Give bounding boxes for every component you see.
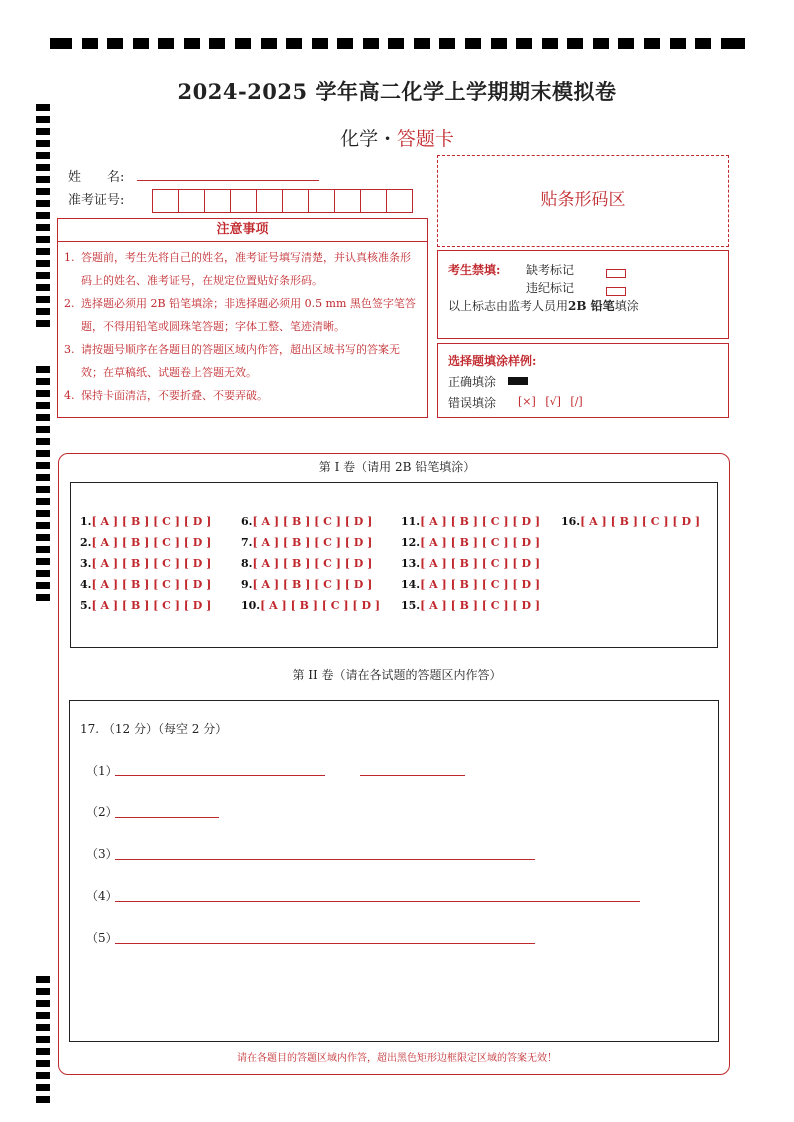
- answer-line[interactable]: [115, 901, 640, 902]
- answer-options[interactable]: [ A ] [ B ] [ C ] [ D ]: [420, 515, 541, 528]
- part-label: （2）: [86, 805, 118, 819]
- notice-panel: [57, 218, 428, 418]
- answer-options[interactable]: [ A ] [ B ] [ C ] [ D ]: [420, 578, 541, 591]
- notice-item: 1. 答题前，考生先将自己的姓名，准考证号填写清楚，并认真核准条形码上的姓名、准考证号，在规定位置贴好条形码。: [64, 251, 411, 287]
- subtitle-separator: ·: [384, 128, 391, 150]
- notice-item: 3. 请按题号顺序在各题目的答题区域内作答，超出区域书写的答案无效；在草稿纸、试题卷上答题无效。: [64, 343, 400, 379]
- answer-options[interactable]: [ A ] [ B ] [ C ] [ D ]: [252, 515, 373, 528]
- choice-question[interactable]: [241, 578, 372, 591]
- forbidden-heading: 考生禁填:: [448, 263, 501, 277]
- question-number: 1.: [80, 515, 92, 528]
- part-label: （3）: [86, 847, 118, 861]
- question-number: 4.: [80, 578, 92, 591]
- choice-question[interactable]: [561, 515, 700, 528]
- choice-question[interactable]: [401, 557, 540, 570]
- exam-title: 2024-2025 学年高二化学上学期期末模拟卷: [177, 79, 617, 104]
- q17-answer-box: [69, 700, 719, 1042]
- choice-question[interactable]: [80, 578, 211, 591]
- question-number: 11.: [401, 515, 421, 528]
- question-number: 6.: [241, 515, 253, 528]
- question-number: 8.: [241, 557, 253, 570]
- choice-question[interactable]: [80, 536, 211, 549]
- choice-question[interactable]: [241, 599, 380, 612]
- choice-question[interactable]: [401, 515, 540, 528]
- timing-marks-left-lower: [36, 976, 50, 1108]
- answer-options[interactable]: [ A ] [ B ] [ C ] [ D ]: [91, 536, 212, 549]
- part-label: （5）: [86, 931, 118, 945]
- q17-heading: 17. （12 分）（每空 2 分）: [80, 722, 228, 736]
- answer-options[interactable]: [ A ] [ B ] [ C ] [ D ]: [91, 557, 212, 570]
- question-number: 13.: [401, 557, 421, 570]
- question-number: 14.: [401, 578, 421, 591]
- subject-label: 化学: [340, 128, 379, 150]
- answer-options[interactable]: [ A ] [ B ] [ C ] [ D ]: [580, 515, 701, 528]
- answer-options[interactable]: [ A ] [ B ] [ C ] [ D ]: [252, 536, 373, 549]
- question-number: 5.: [80, 599, 92, 612]
- answer-options[interactable]: [ A ] [ B ] [ C ] [ D ]: [91, 515, 212, 528]
- absent-mark-box: [606, 263, 626, 282]
- id-number-boxes[interactable]: [152, 189, 413, 213]
- absent-label: 缺考标记: [526, 263, 575, 277]
- choice-question[interactable]: [401, 599, 540, 612]
- card-subtitle: [0, 124, 794, 151]
- answer-line[interactable]: [115, 817, 219, 818]
- examiner-only-panel: [437, 250, 729, 339]
- correct-label: 正确填涂: [448, 375, 497, 389]
- choice-question[interactable]: [401, 536, 540, 549]
- question-number: 15.: [401, 599, 421, 612]
- part-label: （4）: [86, 889, 118, 903]
- notice-list: [58, 242, 427, 407]
- name-label: 姓 名:: [68, 170, 125, 185]
- wrong-marks: [×] [√] [/]: [518, 395, 583, 408]
- answer-line[interactable]: [115, 943, 535, 944]
- choice-question[interactable]: [241, 536, 372, 549]
- sample-heading: 选择题填涂样例:: [448, 354, 537, 368]
- answer-options[interactable]: [ A ] [ B ] [ C ] [ D ]: [420, 536, 541, 549]
- answer-options[interactable]: [ A ] [ B ] [ C ] [ D ]: [91, 578, 212, 591]
- timing-marks-top: [50, 38, 745, 50]
- answer-options[interactable]: [ A ] [ B ] [ C ] [ D ]: [252, 557, 373, 570]
- question-number: 10.: [241, 599, 261, 612]
- question-number: 7.: [241, 536, 253, 549]
- answer-options[interactable]: [ A ] [ B ] [ C ] [ D ]: [91, 599, 212, 612]
- wrong-label: 错误填涂: [448, 396, 497, 410]
- choice-question[interactable]: [80, 515, 211, 528]
- notice-item: 4. 保持卡面清洁，不要折叠、不要弄破。: [64, 389, 268, 402]
- card-name: 答题卡: [396, 128, 454, 150]
- name-field[interactable]: [137, 180, 319, 181]
- part-label: （1）: [86, 764, 118, 778]
- correct-fill-mark: [508, 377, 528, 385]
- choice-question[interactable]: [80, 599, 211, 612]
- id-label: 准考证号:: [68, 193, 125, 208]
- timing-marks-left-middle: [36, 366, 50, 606]
- answer-options[interactable]: [ A ] [ B ] [ C ] [ D ]: [260, 599, 381, 612]
- choice-question[interactable]: [241, 557, 372, 570]
- answer-options[interactable]: [ A ] [ B ] [ C ] [ D ]: [420, 557, 541, 570]
- notice-heading: 注意事项: [58, 219, 427, 242]
- section2-title: 第 II 卷（请在各试题的答题区内作答）: [292, 668, 502, 682]
- notice-item: 2. 选择题必须用 2B 铅笔填涂；非选择题必须用 0.5 mm 黑色签字笔答题，不得用铅笔或圆珠笔答题；字体工整、笔迹清晰。: [64, 297, 416, 333]
- question-number: 9.: [241, 578, 253, 591]
- answer-options[interactable]: [ A ] [ B ] [ C ] [ D ]: [420, 599, 541, 612]
- section1-title: 第 I 卷（请用 2B 铅笔填涂）: [318, 460, 476, 474]
- question-number: 12.: [401, 536, 421, 549]
- question-number: 2.: [80, 536, 92, 549]
- question-number: 3.: [80, 557, 92, 570]
- answer-line[interactable]: [115, 775, 325, 776]
- answer-options[interactable]: [ A ] [ B ] [ C ] [ D ]: [252, 578, 373, 591]
- choice-question[interactable]: [80, 557, 211, 570]
- forbidden-instruction: 以上标志由监考人员用2B 铅笔填涂: [448, 299, 639, 313]
- choice-question[interactable]: [401, 578, 540, 591]
- fill-sample-panel: [437, 343, 729, 418]
- choice-question[interactable]: [241, 515, 372, 528]
- answer-line[interactable]: [360, 775, 465, 776]
- barcode-area: 贴条形码区: [437, 155, 729, 247]
- question-number: 16.: [561, 515, 581, 528]
- violation-label: 违纪标记: [526, 281, 575, 295]
- answer-line[interactable]: [115, 859, 535, 860]
- footer-warning: 请在各题目的答题区域内作答，超出黑色矩形边框限定区域的答案无效！: [237, 1053, 557, 1064]
